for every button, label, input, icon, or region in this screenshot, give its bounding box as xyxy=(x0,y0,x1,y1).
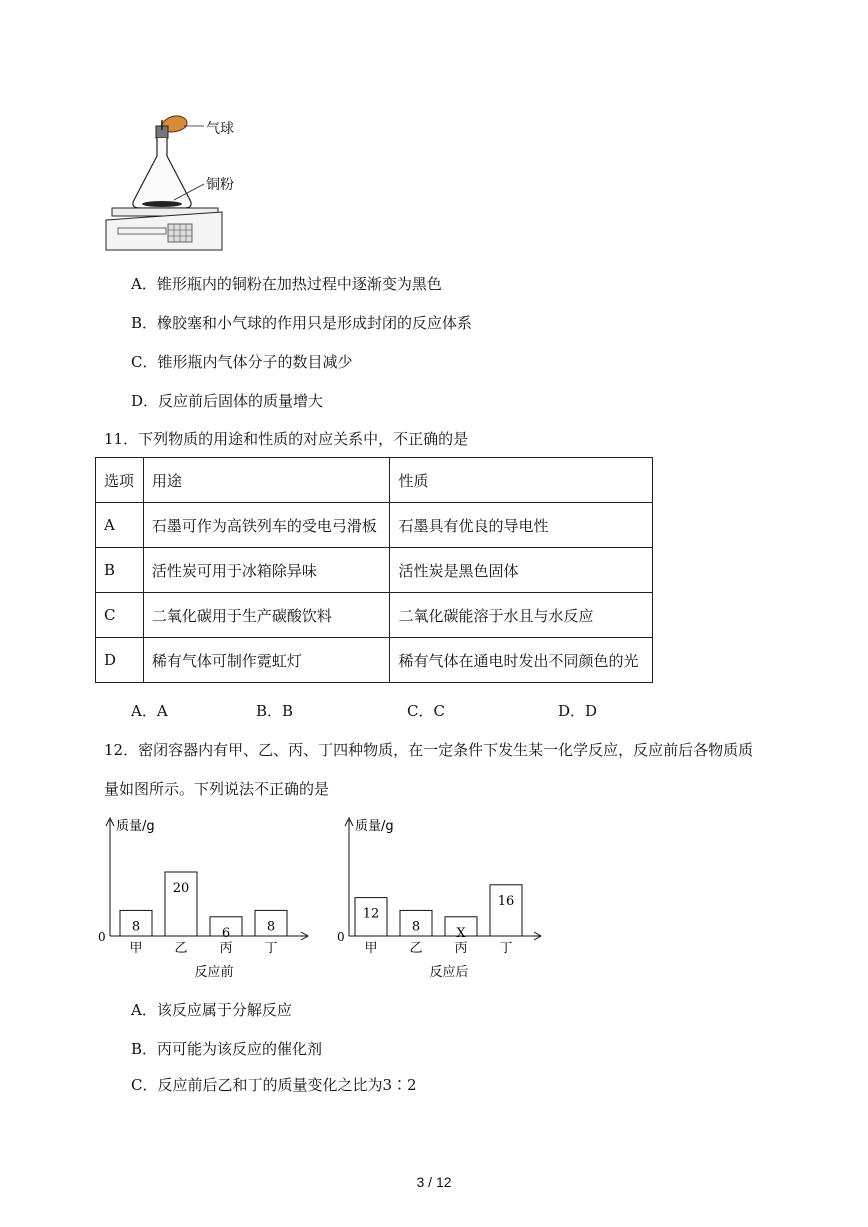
header-cell: 性质 xyxy=(390,458,653,503)
table-cell: 活性炭可用于冰箱除异味 xyxy=(143,548,390,593)
data-label: 16 xyxy=(497,893,515,909)
table-row xyxy=(96,548,653,593)
header-cell: 用途 xyxy=(143,458,390,503)
data-label: 20 xyxy=(172,881,190,896)
category-label: 甲 xyxy=(129,941,143,956)
q10-option-d: D．反应前后固体的质量增大 xyxy=(131,392,324,410)
table-cell: 二氧化碳能溶于水且与水反应 xyxy=(390,593,653,638)
table-row xyxy=(96,593,653,638)
category-label: 乙 xyxy=(174,941,188,956)
table-row xyxy=(96,503,653,548)
bar xyxy=(490,885,522,936)
q11-option-a: A．A xyxy=(131,702,168,720)
table-cell: 活性炭是黑色固体 xyxy=(390,548,653,593)
data-label: 6 xyxy=(221,925,231,941)
chart-before xyxy=(98,812,318,982)
q12-stem-line1: 12．密闭容器内有甲、乙、丙、丁四种物质，在一定条件下发生某一化学反应，反应前后各物质质 xyxy=(104,741,754,759)
q12-stem-line2: 量如图所示。下列说法不正确的是 xyxy=(104,780,330,798)
category-label: 乙 xyxy=(409,941,423,956)
q12-option-a: A．该反应属于分解反应 xyxy=(131,1001,292,1019)
chart-title: 反应前 xyxy=(194,965,234,980)
origin-label: 0 xyxy=(98,930,106,944)
q12-option-b: B．丙可能为该反应的催化剂 xyxy=(131,1040,323,1058)
q10-option-a: A．锥形瓶内的铜粉在加热过程中逐渐变为黑色 xyxy=(131,275,442,293)
q11-stem: 11．下列物质的用途和性质的对应关系中，不正确的是 xyxy=(104,430,469,448)
data-label: 12 xyxy=(362,906,380,922)
table-cell: B xyxy=(96,548,144,593)
q12-option-c: C．反应前后乙和丁的质量变化之比为3∶2 xyxy=(131,1076,417,1094)
copper-label: 铜粉 xyxy=(206,177,234,193)
header-cell: 选项 xyxy=(96,458,144,503)
origin-label: 0 xyxy=(337,930,345,944)
data-label: 8 xyxy=(131,919,141,935)
y-axis-label: 质量/g xyxy=(355,819,394,834)
table-cell: A xyxy=(96,503,144,548)
table-header-row xyxy=(96,458,653,503)
table-cell: D xyxy=(96,638,144,683)
flask-balance-illustration xyxy=(100,108,260,258)
category-label: 丙 xyxy=(454,941,468,956)
chart-title: 反应后 xyxy=(429,965,469,980)
table-cell: 石墨可作为高铁列车的受电弓滑板 xyxy=(143,503,390,548)
category-label: 甲 xyxy=(364,941,378,956)
table-row xyxy=(96,638,653,683)
chart-after xyxy=(333,812,548,982)
q11-option-c: C．C xyxy=(407,702,445,720)
q11-table xyxy=(95,457,653,683)
category-label: 丁 xyxy=(499,941,513,956)
table-cell: 二氧化碳用于生产碳酸饮料 xyxy=(143,593,390,638)
q11-option-b: B．B xyxy=(256,702,294,720)
page-number: 3 / 12 xyxy=(416,1174,452,1190)
data-label: X xyxy=(456,925,466,941)
data-label: 8 xyxy=(266,919,276,935)
table-cell: 稀有气体可制作霓虹灯 xyxy=(143,638,390,683)
q11-option-d: D．D xyxy=(558,702,598,720)
y-axis-label: 质量/g xyxy=(116,819,155,834)
table-cell: 石墨具有优良的导电性 xyxy=(390,503,653,548)
q10-option-b: B．橡胶塞和小气球的作用只是形成封闭的反应体系 xyxy=(131,314,473,332)
category-label: 丙 xyxy=(219,941,233,956)
data-label: 8 xyxy=(411,919,421,935)
category-label: 丁 xyxy=(264,941,278,956)
q10-option-c: C．锥形瓶内气体分子的数目减少 xyxy=(131,353,353,371)
table-cell: 稀有气体在通电时发出不同颜色的光 xyxy=(390,638,653,683)
apparatus-figure xyxy=(100,108,260,258)
table-cell: C xyxy=(96,593,144,638)
balloon-label: 气球 xyxy=(206,121,234,137)
